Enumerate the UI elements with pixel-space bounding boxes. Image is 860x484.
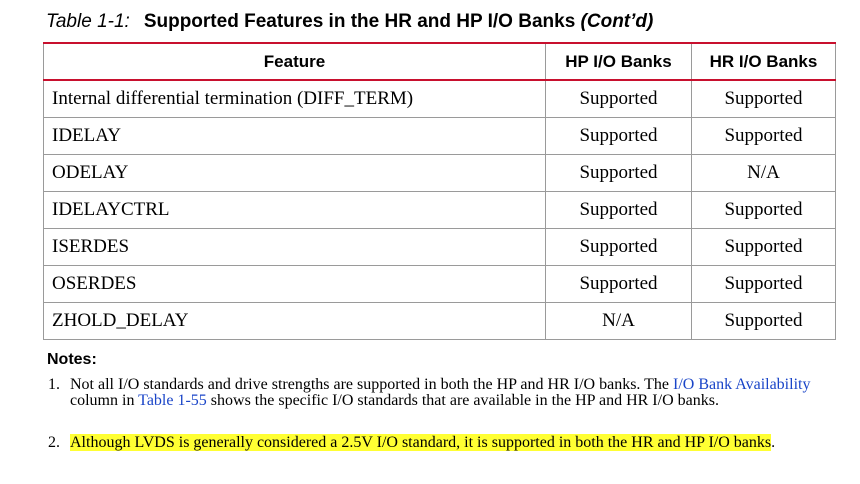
features-table bbox=[43, 42, 836, 340]
highlighted-note-text: Although LVDS is generally considered a 2.5V I/O standard, it is supported in both the HR and HP I/O banks bbox=[70, 434, 772, 451]
hr-cell: N/A bbox=[692, 154, 836, 191]
header-hr-banks: HR I/O Banks bbox=[692, 43, 836, 80]
feature-cell: IDELAY bbox=[44, 117, 546, 154]
feature-cell: ZHOLD_DELAY bbox=[44, 302, 546, 339]
note-2 bbox=[48, 435, 838, 451]
hr-cell: Supported bbox=[692, 302, 836, 339]
io-bank-availability-link[interactable]: I/O Bank Availability bbox=[673, 376, 811, 393]
table-row bbox=[44, 228, 836, 265]
hr-cell: Supported bbox=[692, 191, 836, 228]
hr-cell: Supported bbox=[692, 80, 836, 117]
note-text: column in bbox=[70, 392, 139, 409]
hp-cell: N/A bbox=[546, 302, 692, 339]
table-1-55-link[interactable]: Table 1-55 bbox=[138, 392, 207, 409]
table-title-cont: (Cont’d) bbox=[580, 11, 654, 32]
note-number: 2. bbox=[48, 434, 60, 451]
note-text: . bbox=[771, 434, 776, 451]
hp-cell: Supported bbox=[546, 154, 692, 191]
table-row bbox=[44, 191, 836, 228]
header-hp-banks: HP I/O Banks bbox=[546, 43, 692, 80]
hr-cell: Supported bbox=[692, 228, 836, 265]
note-number: 1. bbox=[48, 376, 60, 393]
hp-cell: Supported bbox=[546, 117, 692, 154]
note-text: Not all I/O standards and drive strengths are supported in both the HP and HR I/O banks. The bbox=[70, 376, 673, 393]
table-caption bbox=[46, 11, 653, 33]
header-feature: Feature bbox=[44, 43, 546, 80]
hp-cell: Supported bbox=[546, 191, 692, 228]
feature-cell: Internal differential termination (DIFF_TERM) bbox=[44, 80, 546, 117]
hp-cell: Supported bbox=[546, 228, 692, 265]
feature-cell: ODELAY bbox=[44, 154, 546, 191]
table-title: Supported Features in the HR and HP I/O Banks bbox=[143, 11, 576, 32]
hp-cell: Supported bbox=[546, 80, 692, 117]
hp-cell: Supported bbox=[546, 265, 692, 302]
notes-heading: Notes: bbox=[47, 351, 97, 368]
note-1 bbox=[48, 377, 838, 409]
table-row bbox=[44, 80, 836, 117]
note-body bbox=[70, 377, 838, 409]
table-row bbox=[44, 302, 836, 339]
table-header-row bbox=[44, 43, 836, 80]
note-body bbox=[70, 435, 838, 451]
note-text: shows the specific I/O standards that are available in the HP and HR I/O banks. bbox=[206, 392, 719, 409]
feature-cell: ISERDES bbox=[44, 228, 546, 265]
hr-cell: Supported bbox=[692, 117, 836, 154]
table-row bbox=[44, 117, 836, 154]
feature-cell: IDELAYCTRL bbox=[44, 191, 546, 228]
feature-cell: OSERDES bbox=[44, 265, 546, 302]
table-number: Table 1-1: bbox=[46, 11, 130, 32]
hr-cell: Supported bbox=[692, 265, 836, 302]
table-row bbox=[44, 265, 836, 302]
table-row bbox=[44, 154, 836, 191]
